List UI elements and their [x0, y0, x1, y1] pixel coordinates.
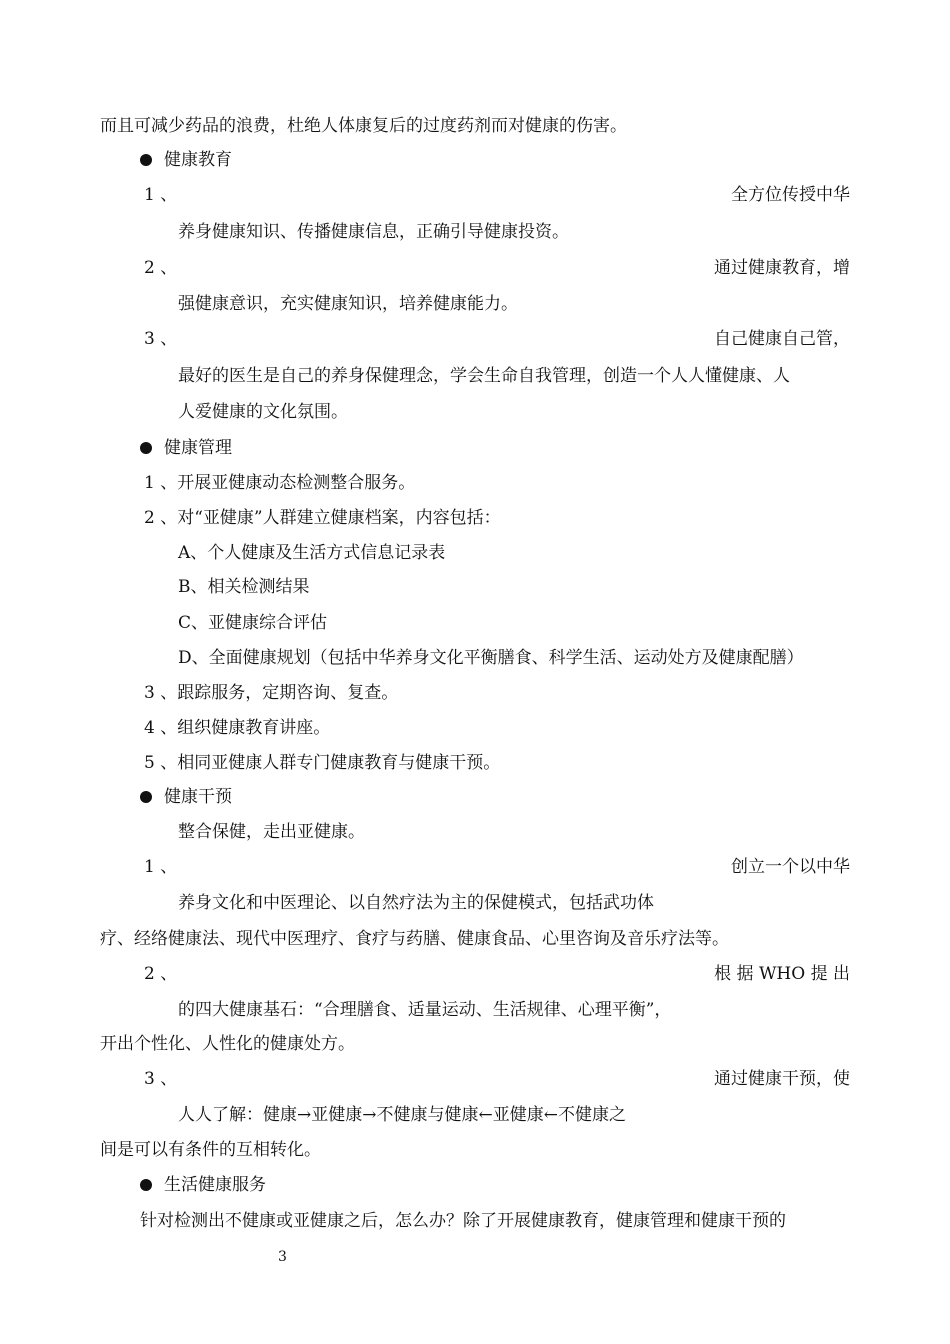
item-number: 2 、	[144, 964, 178, 984]
section-heading-health-intervention: 健康干预	[140, 786, 232, 808]
list-item: C、亚健康综合评估	[178, 613, 328, 633]
text-line: 间是可以有条件的互相转化。	[100, 1140, 321, 1160]
list-item: B、相关检测结果	[178, 577, 310, 597]
bullet-icon	[140, 791, 152, 803]
list-item: 5 、相同亚健康人群专门健康教育与健康干预。	[144, 753, 501, 773]
list-item: 4 、组织健康教育讲座。	[144, 718, 331, 738]
text-line: 疗、经络健康法、现代中医理疗、食疗与药膳、健康食品、心里咨询及音乐疗法等。	[100, 929, 729, 949]
list-item: 1 、开展亚健康动态检测整合服务。	[144, 473, 416, 493]
text-line: 开出个性化、人性化的健康处方。	[100, 1034, 355, 1054]
text-line: 的四大健康基石：“合理膳食、适量运动、生活规律、心理平衡”，	[178, 1000, 672, 1020]
item-number: 1 、	[144, 185, 178, 205]
text-line: 自己健康自己管，	[714, 329, 850, 349]
item-number: 3 、	[144, 1069, 178, 1089]
text-line: 根 据 WHO 提 出	[714, 964, 850, 984]
section-heading-health-education: 健康教育	[140, 149, 232, 171]
section-heading-life-health-service: 生活健康服务	[140, 1174, 266, 1196]
text-line: 全方位传授中华	[731, 185, 850, 205]
text-line: 通过健康教育，增	[714, 258, 850, 278]
list-item: 2 、对“亚健康”人群建立健康档案，内容包括：	[144, 508, 501, 528]
text-line: 人人了解：健康→亚健康→不健康与健康←亚健康←不健康之	[178, 1105, 626, 1125]
text-line: 最好的医生是自己的养身保健理念，学会生命自我管理，创造一个人人懂健康、人	[178, 366, 790, 386]
list-item: A、个人健康及生活方式信息记录表	[178, 543, 446, 563]
text-line: 通过健康干预，使	[714, 1069, 850, 1089]
section-heading-health-management: 健康管理	[140, 437, 232, 459]
text-line: 整合保健，走出亚健康。	[178, 822, 365, 842]
item-number: 2 、	[144, 258, 178, 278]
text-line: 养身健康知识、传播健康信息，正确引导健康投资。	[178, 222, 569, 242]
text-line: 养身文化和中医理论、以自然疗法为主的保健模式，包括武功体	[178, 893, 654, 913]
item-number: 3 、	[144, 329, 178, 349]
list-item: D、全面健康规划（包括中华养身文化平衡膳食、科学生活、运动处方及健康配膳）	[178, 648, 804, 668]
page-number: 3	[278, 1249, 287, 1265]
text-line: 而且可减少药品的浪费，杜绝人体康复后的过度药剂而对健康的伤害。	[100, 116, 627, 136]
bullet-icon	[140, 442, 152, 454]
text-line: 针对检测出不健康或亚健康之后，怎么办？除了开展健康教育，健康管理和健康干预的	[140, 1211, 786, 1231]
text-line: 人爱健康的文化氛围。	[178, 402, 348, 422]
bullet-icon	[140, 154, 152, 166]
bullet-icon	[140, 1179, 152, 1191]
list-item: 3 、跟踪服务，定期咨询、复查。	[144, 683, 399, 703]
item-number: 1 、	[144, 857, 178, 877]
text-line: 强健康意识，充实健康知识，培养健康能力。	[178, 294, 518, 314]
text-line: 创立一个以中华	[731, 857, 850, 877]
